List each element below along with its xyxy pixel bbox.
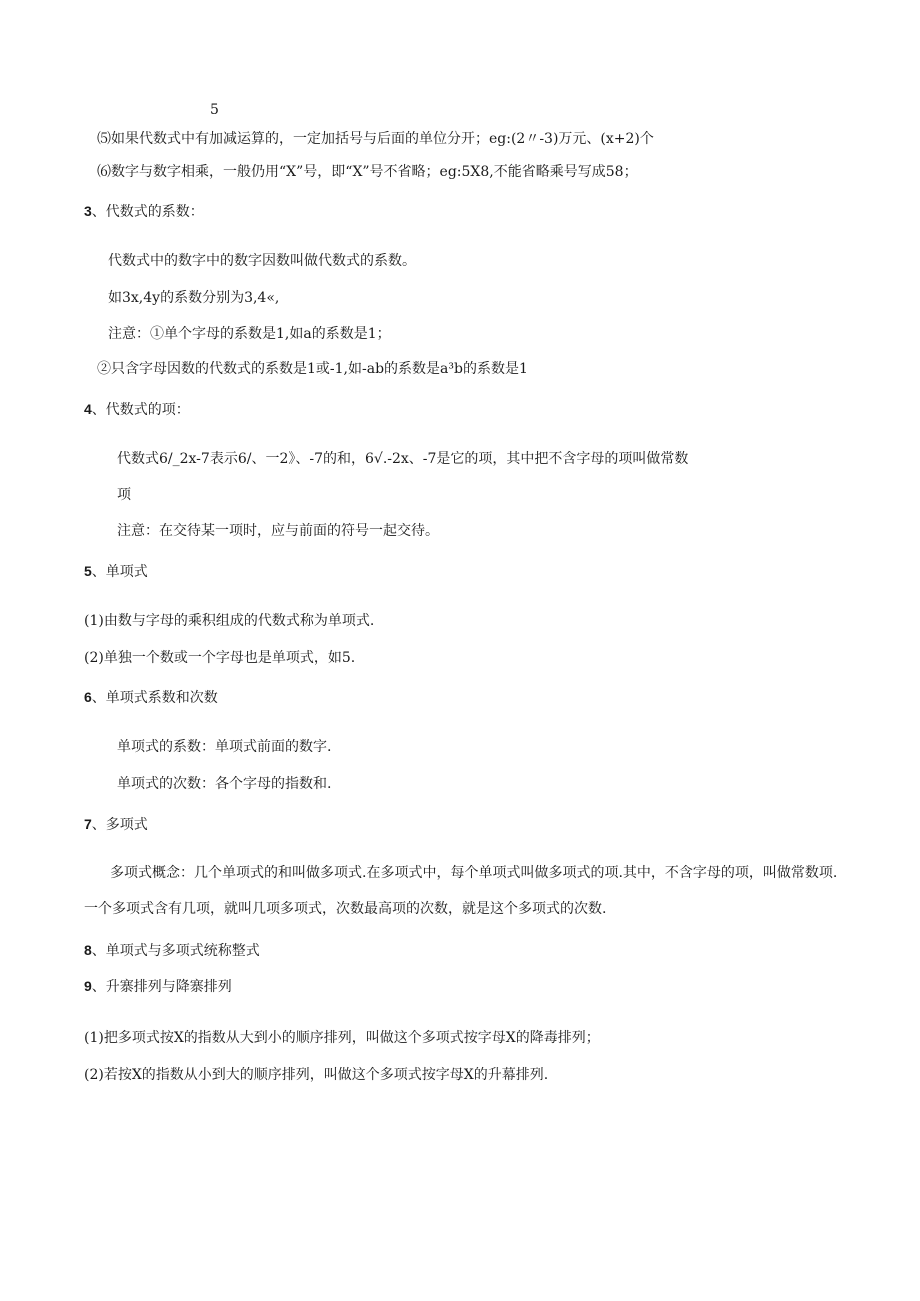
section-3-number: 3 bbox=[84, 203, 92, 219]
section-9-heading bbox=[84, 977, 232, 996]
section-3-line-3: 注意：①单个字母的系数是1,如a的系数是1； bbox=[108, 326, 391, 342]
section-8-title: 、单项式与多项式统称整式 bbox=[91, 943, 260, 959]
section-4-line-1: 代数式6/_2x-7表示6/、一2》、-7的和，6√.-2x、-7是它的项，其中把不含字母的项叫做常数 bbox=[117, 451, 689, 467]
section-3-title: 、代数式的系数： bbox=[91, 204, 204, 220]
section-5-heading bbox=[84, 562, 148, 581]
section-5-title: 、单项式 bbox=[91, 564, 148, 580]
section-4-number: 4 bbox=[84, 401, 92, 417]
section-4-heading bbox=[84, 400, 190, 419]
section-9-line-1: (1)把多项式按X的指数从大到小的顺序排列，叫做这个多项式按字母X的降毒排列； bbox=[84, 1030, 600, 1046]
section-6-line-2: 单项式的次数：各个字母的指数和. bbox=[117, 776, 332, 792]
section-4-title: 、代数式的项： bbox=[91, 402, 190, 418]
section-7-title: 、多项式 bbox=[91, 817, 148, 833]
rule-6-line: ⑹数字与数字相乘，一般仍用“X”号，即“X”号不省略；eg:5X8,不能省略乘号写成58； bbox=[97, 164, 638, 180]
section-7-number: 7 bbox=[84, 816, 92, 832]
section-7-paragraph: 多项式概念：几个单项式的和叫做多项式.在多项式中，每个单项式叫做多项式的项.其中，不含字母的项，叫做常数项.一个多项式含有几项，就叫几项多项式，次数最高项的次数，就是这个多项式的次数. bbox=[84, 865, 838, 917]
section-8-heading bbox=[84, 941, 260, 960]
section-6-heading bbox=[84, 688, 218, 707]
section-5-line-2: (2)单独一个数或一个字母也是单项式，如5. bbox=[84, 650, 356, 666]
section-3-line-1: 代数式中的数字中的数字因数叫做代数式的系数。 bbox=[108, 253, 416, 269]
section-6-number: 6 bbox=[84, 689, 92, 705]
section-5-number: 5 bbox=[84, 563, 92, 579]
section-8-number: 8 bbox=[84, 942, 92, 958]
section-3-heading bbox=[84, 202, 204, 221]
section-6-title: 、单项式系数和次数 bbox=[91, 690, 218, 706]
section-5-line-1: (1)由数与字母的乘积组成的代数式称为单项式. bbox=[84, 613, 375, 629]
section-9-number: 9 bbox=[84, 978, 92, 994]
section-4-line-3: 注意：在交待某一项时，应与前面的符号一起交待。 bbox=[117, 523, 439, 539]
rule-5-line: ⑸如果代数式中有加减运算的，一定加括号与后面的单位分开；eg:(2〃-3)万元、(x+2)个 bbox=[97, 131, 654, 147]
section-7-heading bbox=[84, 815, 148, 834]
section-9-title: 、升寨排列与降寨排列 bbox=[91, 979, 232, 995]
section-3-line-4: ②只含字母因数的代数式的系数是1或-1,如-ab的系数是a³b的系数是1 bbox=[97, 361, 528, 377]
section-4-line-2: 项 bbox=[117, 487, 131, 503]
section-9-line-2: (2)若按X的指数从小到大的顺序排列，叫做这个多项式按字母X的升幕排列. bbox=[84, 1067, 549, 1083]
page-number: 5 bbox=[210, 102, 219, 118]
section-3-line-2: 如3x,4y的系数分别为3,4«, bbox=[108, 290, 280, 306]
section-6-line-1: 单项式的系数：单项式前面的数字. bbox=[117, 739, 332, 755]
